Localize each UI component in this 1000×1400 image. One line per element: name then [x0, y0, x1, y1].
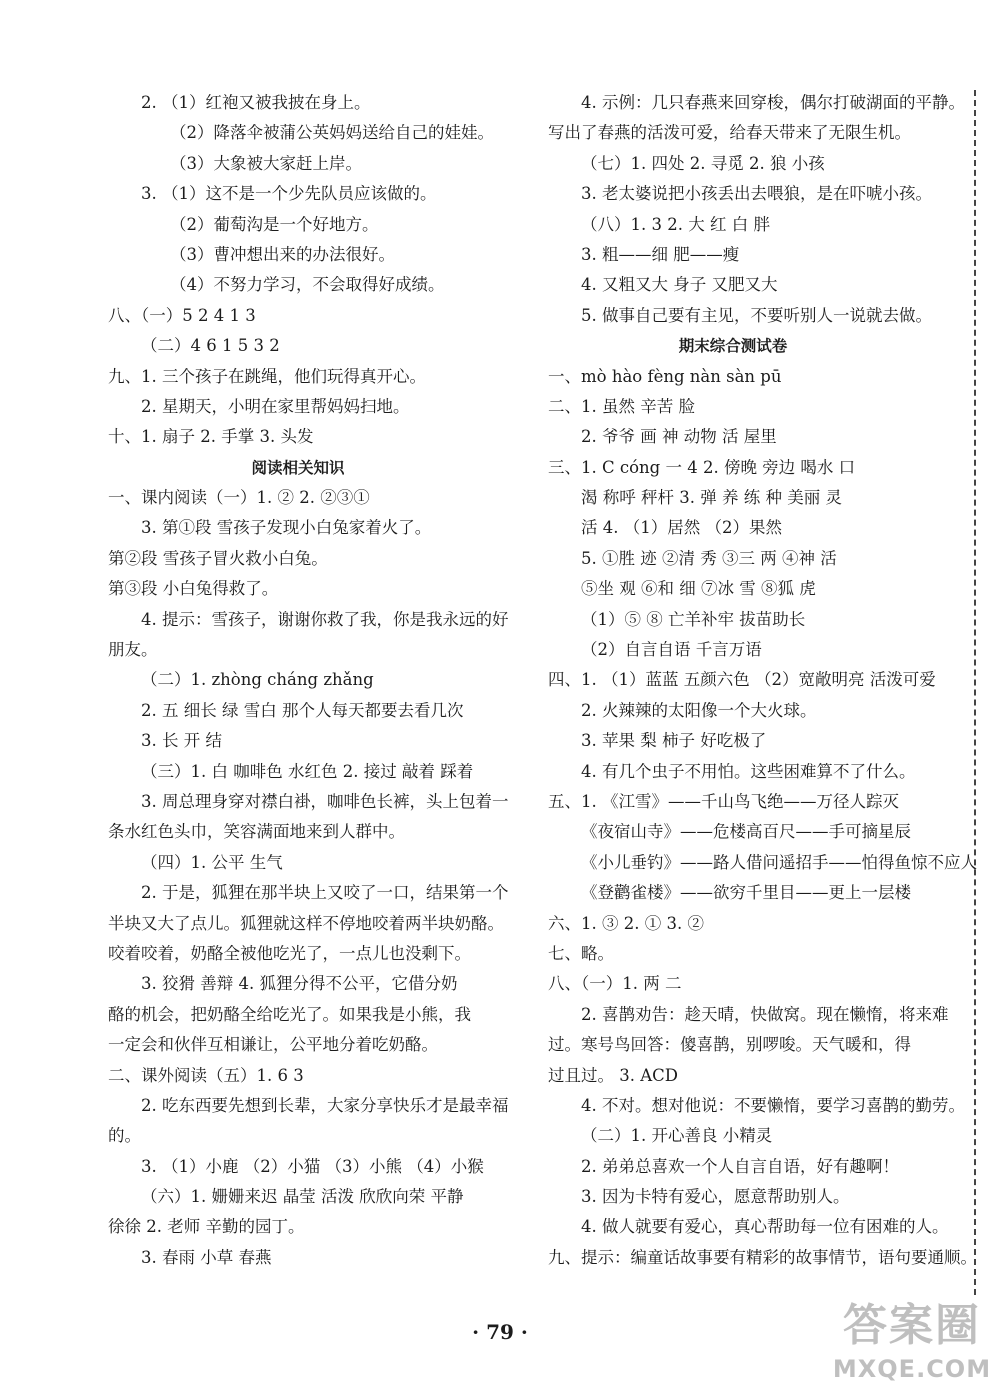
- answer-line: 《小儿垂钓》——路人借问遥招手——怕得鱼惊不应人: [581, 852, 977, 872]
- answer-line: （八）1. 3 2. 大 红 白 胖: [581, 214, 770, 234]
- page-number: · 79 ·: [472, 1320, 528, 1344]
- right-column: [548, 88, 977, 1273]
- answer-line: 3. （1）小鹿 （2）小猫 （3）小熊 （4）小猴: [141, 1156, 484, 1176]
- answer-line: 2. 星期天，小明在家里帮妈妈扫地。: [141, 396, 410, 416]
- answer-line: 十、1. 扇子 2. 手掌 3. 头发: [108, 427, 314, 447]
- answer-line: 写出了春燕的活泼可爱，给春天带来了无限生机。: [548, 123, 911, 143]
- answer-line: 六、1. ③ 2. ① 3. ②: [548, 913, 704, 933]
- answer-line: ⑤坐 观 ⑥和 细 ⑦冰 雪 ⑧狐 虎: [581, 579, 816, 599]
- answer-line: （四）1. 公平 生气: [141, 852, 283, 872]
- answer-line: 朋友。: [108, 640, 158, 660]
- answer-line: 九、1. 三个孩子在跳绳，他们玩得真开心。: [108, 366, 426, 386]
- answer-line: 过。寒号鸟回答：傻喜鹊，别啰唆。天气暖和，得: [548, 1035, 911, 1055]
- answer-line: 3. （1）这不是一个少先队员应该做的。: [141, 184, 437, 204]
- answer-line: 2. （1）红袍又被我披在身上。: [141, 93, 371, 112]
- answer-line: 2. 吃东西要先想到长辈，大家分享快乐才是最幸福: [141, 1095, 509, 1115]
- answer-line: 2. 弟弟总喜欢一个人自言自语，好有趣啊！: [581, 1156, 899, 1176]
- answer-line: 3. 老太婆说把小孩丢出去喂狼，是在吓唬小孩。: [581, 184, 932, 204]
- section-heading: 阅读相关知识: [251, 458, 345, 477]
- answer-line: （2）自言自语 千言万语: [581, 640, 762, 660]
- answer-line: 3. 周总理身穿对襟白褂，咖啡色长裤，头上包着一: [141, 791, 509, 811]
- answer-line: 4. 有几个虫子不用怕。这些困难算不了什么。: [581, 761, 916, 781]
- answer-line: 3. 因为卡特有爱心，愿意帮助别人。: [581, 1187, 850, 1207]
- watermark: [832, 1298, 992, 1394]
- answer-line: 八、（一）5 2 4 1 3: [108, 305, 256, 325]
- answer-line: （3）曹冲想出来的办法很好。: [170, 244, 395, 264]
- answer-line: 半块又大了点儿。狐狸就这样不停地咬着两半块奶酪。: [108, 913, 504, 933]
- answer-line: 5. ①胜 迹 ②清 秀 ③三 两 ④神 活: [581, 548, 837, 568]
- answer-line: 4. 示例：几只春燕来回穿梭，偶尔打破湖面的平静。: [581, 93, 965, 112]
- answer-line: 2. 爷爷 画 神 动物 活 屋里: [581, 427, 777, 447]
- answer-line: 徐徐 2. 老师 辛勤的园丁。: [108, 1217, 305, 1237]
- answer-line: 4. 提示：雪孩子，谢谢你救了我，你是我永远的好: [141, 609, 509, 629]
- answer-line: 5. 做事自己要有主见，不要听别人一说就去做。: [581, 305, 932, 325]
- answer-line: 七、略。: [548, 943, 614, 963]
- answer-line: 咬着咬着，奶酪全被他吃光了，一点儿也没剩下。: [108, 943, 471, 963]
- answer-line: （2）葡萄沟是一个好地方。: [170, 214, 379, 234]
- answer-line: （二）1. zhòng cháng zhǎng: [141, 670, 374, 690]
- answer-line: 三、1. C cóng 一 4 2. 傍晚 旁边 喝水 口: [548, 457, 856, 477]
- answer-line: 2. 于是，狐狸在那半块上又咬了一口，结果第一个: [141, 883, 509, 903]
- answer-line: 活 4. （1）居然 （2）果然: [581, 518, 782, 538]
- left-column: [108, 88, 528, 1273]
- answer-line: 4. 不对。想对他说：不要懒惰，要学习喜鹊的勤劳。: [581, 1095, 965, 1115]
- answer-line: 3. 狡猾 善辩 4. 狐狸分得不公平，它借分奶: [141, 974, 458, 994]
- answer-line: 4. 又粗又大 身子 又肥又大: [581, 275, 778, 295]
- answer-line: 《登鹳雀楼》——欲穷千里目——更上一层楼: [581, 883, 911, 903]
- answer-line: 一、mò hào fèng nàn sàn pū: [548, 366, 782, 386]
- answer-line: 酪的机会，把奶酪全给吃光了。如果我是小熊，我: [108, 1004, 471, 1024]
- answer-line: （二）4 6 1 5 3 2: [141, 336, 280, 356]
- answer-line: （三）1. 白 咖啡色 水红色 2. 接过 敲着 踩着: [141, 761, 474, 781]
- answer-line: 四、1. （1）蓝蓝 五颜六色 （2）宽敞明亮 活泼可爱: [548, 670, 936, 690]
- answer-line: 的。: [108, 1126, 141, 1146]
- answer-line: （六）1. 姗姗来迟 晶莹 活泼 欣欣向荣 平静: [141, 1187, 464, 1207]
- answer-line: 二、课外阅读（五）1. 6 3: [108, 1065, 304, 1085]
- answer-line: 2. 五 细长 绿 雪白 那个人每天都要去看几次: [141, 700, 464, 720]
- answer-line: 八、（一）1. 两 二: [548, 974, 682, 994]
- answer-line: 五、1. 《江雪》——千山鸟飞绝——万径人踪灭: [548, 791, 899, 811]
- answer-line: 一定会和伙伴互相谦让，公平地分着吃奶酪。: [108, 1035, 438, 1055]
- answer-line: （4）不努力学习，不会取得好成绩。: [170, 275, 445, 295]
- answer-line: 第②段 雪孩子冒火救小白兔。: [108, 548, 328, 568]
- answer-line: 第③段 小白兔得救了。: [108, 579, 279, 599]
- answer-line: 二、1. 虽然 辛苦 脸: [548, 396, 695, 416]
- answer-line: 一、课内阅读（一）1. ② 2. ②③①: [108, 488, 370, 508]
- answer-line: （1）⑤ ⑧ 亡羊补牢 拔苗助长: [581, 609, 806, 629]
- section-heading: 期末综合测试卷: [678, 337, 788, 356]
- answer-line: （二）1. 开心善良 小精灵: [581, 1126, 773, 1146]
- answer-line: 3. 粗——细 肥——瘦: [581, 244, 740, 264]
- answer-line: 2. 火辣辣的太阳像一个大火球。: [581, 700, 817, 720]
- answer-line: （3）大象被大家赶上岸。: [170, 153, 362, 173]
- answer-line: 3. 春雨 小草 春燕: [141, 1247, 272, 1267]
- answer-line: 3. 长 开 结: [141, 731, 222, 751]
- watermark-url: MXQE.COM: [832, 1355, 992, 1383]
- answer-line: 九、提示：编童话故事要有精彩的故事情节，语句要通顺。: [548, 1247, 977, 1267]
- answer-line: 3. 苹果 梨 柿子 好吃极了: [581, 731, 767, 751]
- answer-line: 《夜宿山寺》——危楼高百尺——手可摘星辰: [581, 822, 911, 842]
- answer-line: 3. 第①段 雪孩子发现小白兔家着火了。: [141, 518, 432, 538]
- answer-line: 2. 喜鹊劝告：趁天晴，快做窝。现在懒惰，将来难: [581, 1004, 949, 1024]
- answer-line: 渴 称呼 秤杆 3. 弹 养 练 种 美丽 灵: [581, 488, 842, 508]
- answer-line: 条水红色头巾，笑容满面地来到人群中。: [108, 822, 405, 842]
- answer-line: （2）降落伞被蒲公英妈妈送给自己的娃娃。: [170, 123, 494, 143]
- answer-line: 过且过。 3. ACD: [548, 1065, 679, 1085]
- watermark-logo: 答案圈: [843, 1300, 981, 1351]
- column-divider: [974, 90, 976, 1295]
- answer-line: （七）1. 四处 2. 寻觅 2. 狼 小孩: [581, 153, 825, 173]
- answer-line: 4. 做人就要有爱心，真心帮助每一位有困难的人。: [581, 1217, 949, 1237]
